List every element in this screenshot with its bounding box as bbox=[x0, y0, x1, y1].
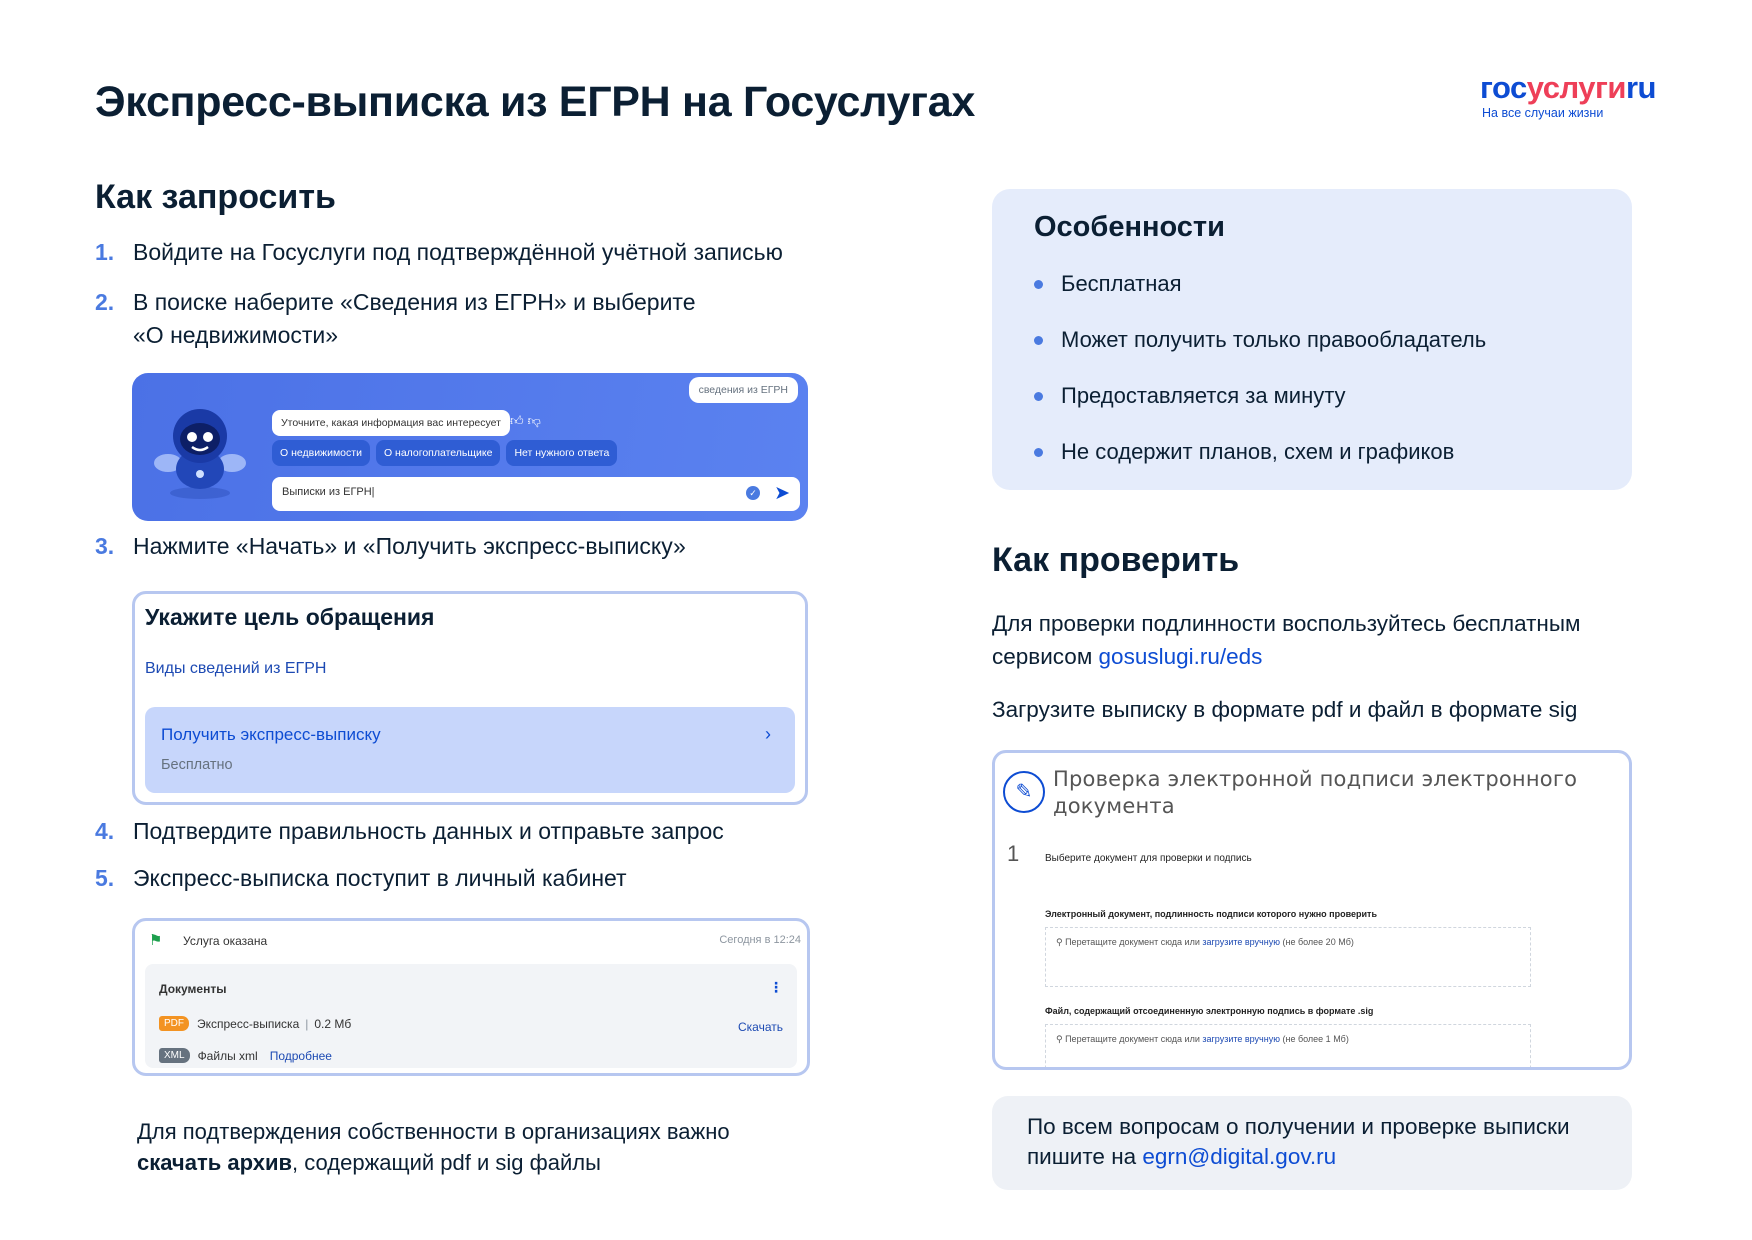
documents-panel bbox=[145, 964, 797, 1068]
contact-text: По всем вопросам о получении и проверке выписки пишите на egrn@digital.gov.ru bbox=[1027, 1114, 1570, 1169]
how-to-request-heading: Как запросить bbox=[95, 178, 336, 216]
feedback-icons[interactable]: 👍︎👎︎ bbox=[510, 413, 545, 428]
chat-input[interactable] bbox=[272, 477, 800, 511]
check-icon: ✓ bbox=[746, 486, 760, 500]
feature-item: Предоставляется за минуту bbox=[1034, 383, 1486, 439]
search-tag[interactable]: сведения из ЕГРН bbox=[689, 377, 798, 403]
egrn-types-link[interactable]: Виды сведений из ЕГРН bbox=[145, 660, 327, 677]
chat-input-value: Выписки из ЕГРН| bbox=[282, 486, 375, 498]
check-instructions: Для проверки подлинности воспользуйтесь бесплатным сервисом gosuslugi.ru/eds bbox=[992, 611, 1581, 669]
more-menu-icon[interactable]: ⋮ bbox=[769, 979, 783, 995]
gosuslugi-logo[interactable] bbox=[1480, 70, 1656, 120]
assistant-question: Уточните, какая информация вас интересует bbox=[272, 410, 510, 436]
chat-screenshot bbox=[132, 373, 808, 521]
step-3: 3. Нажмите «Начать» и «Получить экспресс-выписку» bbox=[95, 533, 686, 559]
upload-document-link[interactable]: загрузите вручную bbox=[1202, 937, 1280, 947]
flag-icon: ⚑ bbox=[149, 932, 163, 949]
step-4: 4. Подтвердите правильность данных и отправьте запрос bbox=[95, 818, 724, 844]
documents-screenshot bbox=[132, 918, 810, 1076]
pdf-file-name: Экспресс-выписка bbox=[197, 1016, 300, 1031]
send-icon[interactable]: ➤ bbox=[774, 483, 790, 504]
eds-step-text: Выберите документ для проверки и подпись bbox=[1045, 853, 1252, 864]
chevron-right-icon: › bbox=[765, 724, 771, 744]
option-subtitle: Бесплатно bbox=[161, 757, 233, 773]
chip-taxpayer[interactable]: О налогоплательщике bbox=[376, 440, 501, 466]
download-link[interactable]: Скачать bbox=[738, 1020, 783, 1034]
step-2: 2. В поиске наберите «Сведения из ЕГРН» и выберите «О недвижимости» bbox=[95, 289, 696, 348]
chip-no-answer[interactable]: Нет нужного ответа bbox=[506, 440, 617, 466]
bullet-icon bbox=[1034, 336, 1043, 345]
bullet-icon bbox=[1034, 392, 1043, 401]
separator: | bbox=[305, 1016, 309, 1031]
robot-assistant-icon bbox=[150, 401, 250, 501]
more-details-link[interactable]: Подробнее bbox=[269, 1048, 332, 1063]
features-heading: Особенности bbox=[1034, 211, 1225, 243]
purpose-title: Укажите цель обращения bbox=[145, 604, 435, 630]
feature-item: Не содержит планов, схем и графиков bbox=[1034, 439, 1486, 495]
step-5: 5. Экспресс-выписка поступит в личный кабинет bbox=[95, 865, 627, 891]
eds-screenshot bbox=[992, 750, 1632, 1070]
feature-item: Может получить только правообладатель bbox=[1034, 327, 1486, 383]
option-title: Получить экспресс-выписку bbox=[161, 725, 381, 744]
eds-title: Проверка электронной подписи электронного документа bbox=[1053, 767, 1578, 818]
features-list bbox=[1034, 271, 1486, 495]
eds-step-number: 1 bbox=[1007, 841, 1020, 866]
pdf-badge: PDF bbox=[159, 1016, 189, 1031]
features-box bbox=[992, 189, 1632, 490]
pdf-file-size: 0.2 Мб bbox=[314, 1016, 352, 1031]
signature-icon: ✎ bbox=[1003, 771, 1045, 813]
signature-label: Файл, содержащий отсоединенную электронную подпись в формате .sig bbox=[1045, 1006, 1374, 1016]
logo-tagline: На все случаи жизни bbox=[1482, 106, 1604, 120]
document-dropzone[interactable]: ⚲ Перетащите документ сюда или загрузите вручную (не более 20 Мб) bbox=[1045, 927, 1531, 987]
document-label: Электронный документ, подлинность подписи которого нужно проверить bbox=[1045, 909, 1377, 919]
signature-dropzone[interactable]: ⚲ Перетащите документ сюда или загрузите вручную (не более 1 Мб) bbox=[1045, 1024, 1531, 1070]
page-title: Экспресс-выписка из ЕГРН на Госуслугах bbox=[95, 78, 975, 126]
chip-real-estate[interactable]: О недвижимости bbox=[272, 440, 370, 466]
documents-heading: Документы bbox=[159, 982, 227, 996]
bullet-icon bbox=[1034, 280, 1043, 289]
contact-email-link[interactable]: egrn@digital.gov.ru bbox=[1142, 1144, 1337, 1169]
bullet-icon bbox=[1034, 448, 1043, 457]
express-extract-option[interactable] bbox=[145, 707, 795, 793]
status-time: Сегодня в 12:24 bbox=[719, 934, 801, 946]
upload-signature-link[interactable]: загрузите вручную bbox=[1202, 1034, 1280, 1044]
xml-file-name: Файлы xml bbox=[197, 1048, 258, 1063]
step-1: 1. Войдите на Госуслуги под подтверждённой учётной записью bbox=[95, 239, 783, 265]
service-status: Услуга оказана bbox=[183, 934, 268, 948]
xml-badge: XML bbox=[159, 1048, 190, 1063]
upload-instructions: Загрузите выписку в формате pdf и файл в формате sig bbox=[992, 697, 1578, 722]
logo-wordmark: госуслугиru bbox=[1480, 70, 1656, 105]
how-to-check-heading: Как проверить bbox=[992, 541, 1240, 579]
xml-file-row bbox=[159, 1048, 332, 1063]
purpose-screenshot bbox=[132, 591, 808, 805]
feature-item: Бесплатная bbox=[1034, 271, 1486, 327]
answer-chips bbox=[272, 440, 617, 466]
archive-note: Для подтверждения собственности в организациях важно скачать архив, содержащий pdf и sig файлы bbox=[137, 1119, 730, 1175]
pdf-file-row bbox=[159, 1016, 351, 1031]
eds-service-link[interactable]: gosuslugi.ru/eds bbox=[1098, 644, 1263, 669]
contact-box bbox=[992, 1096, 1632, 1190]
